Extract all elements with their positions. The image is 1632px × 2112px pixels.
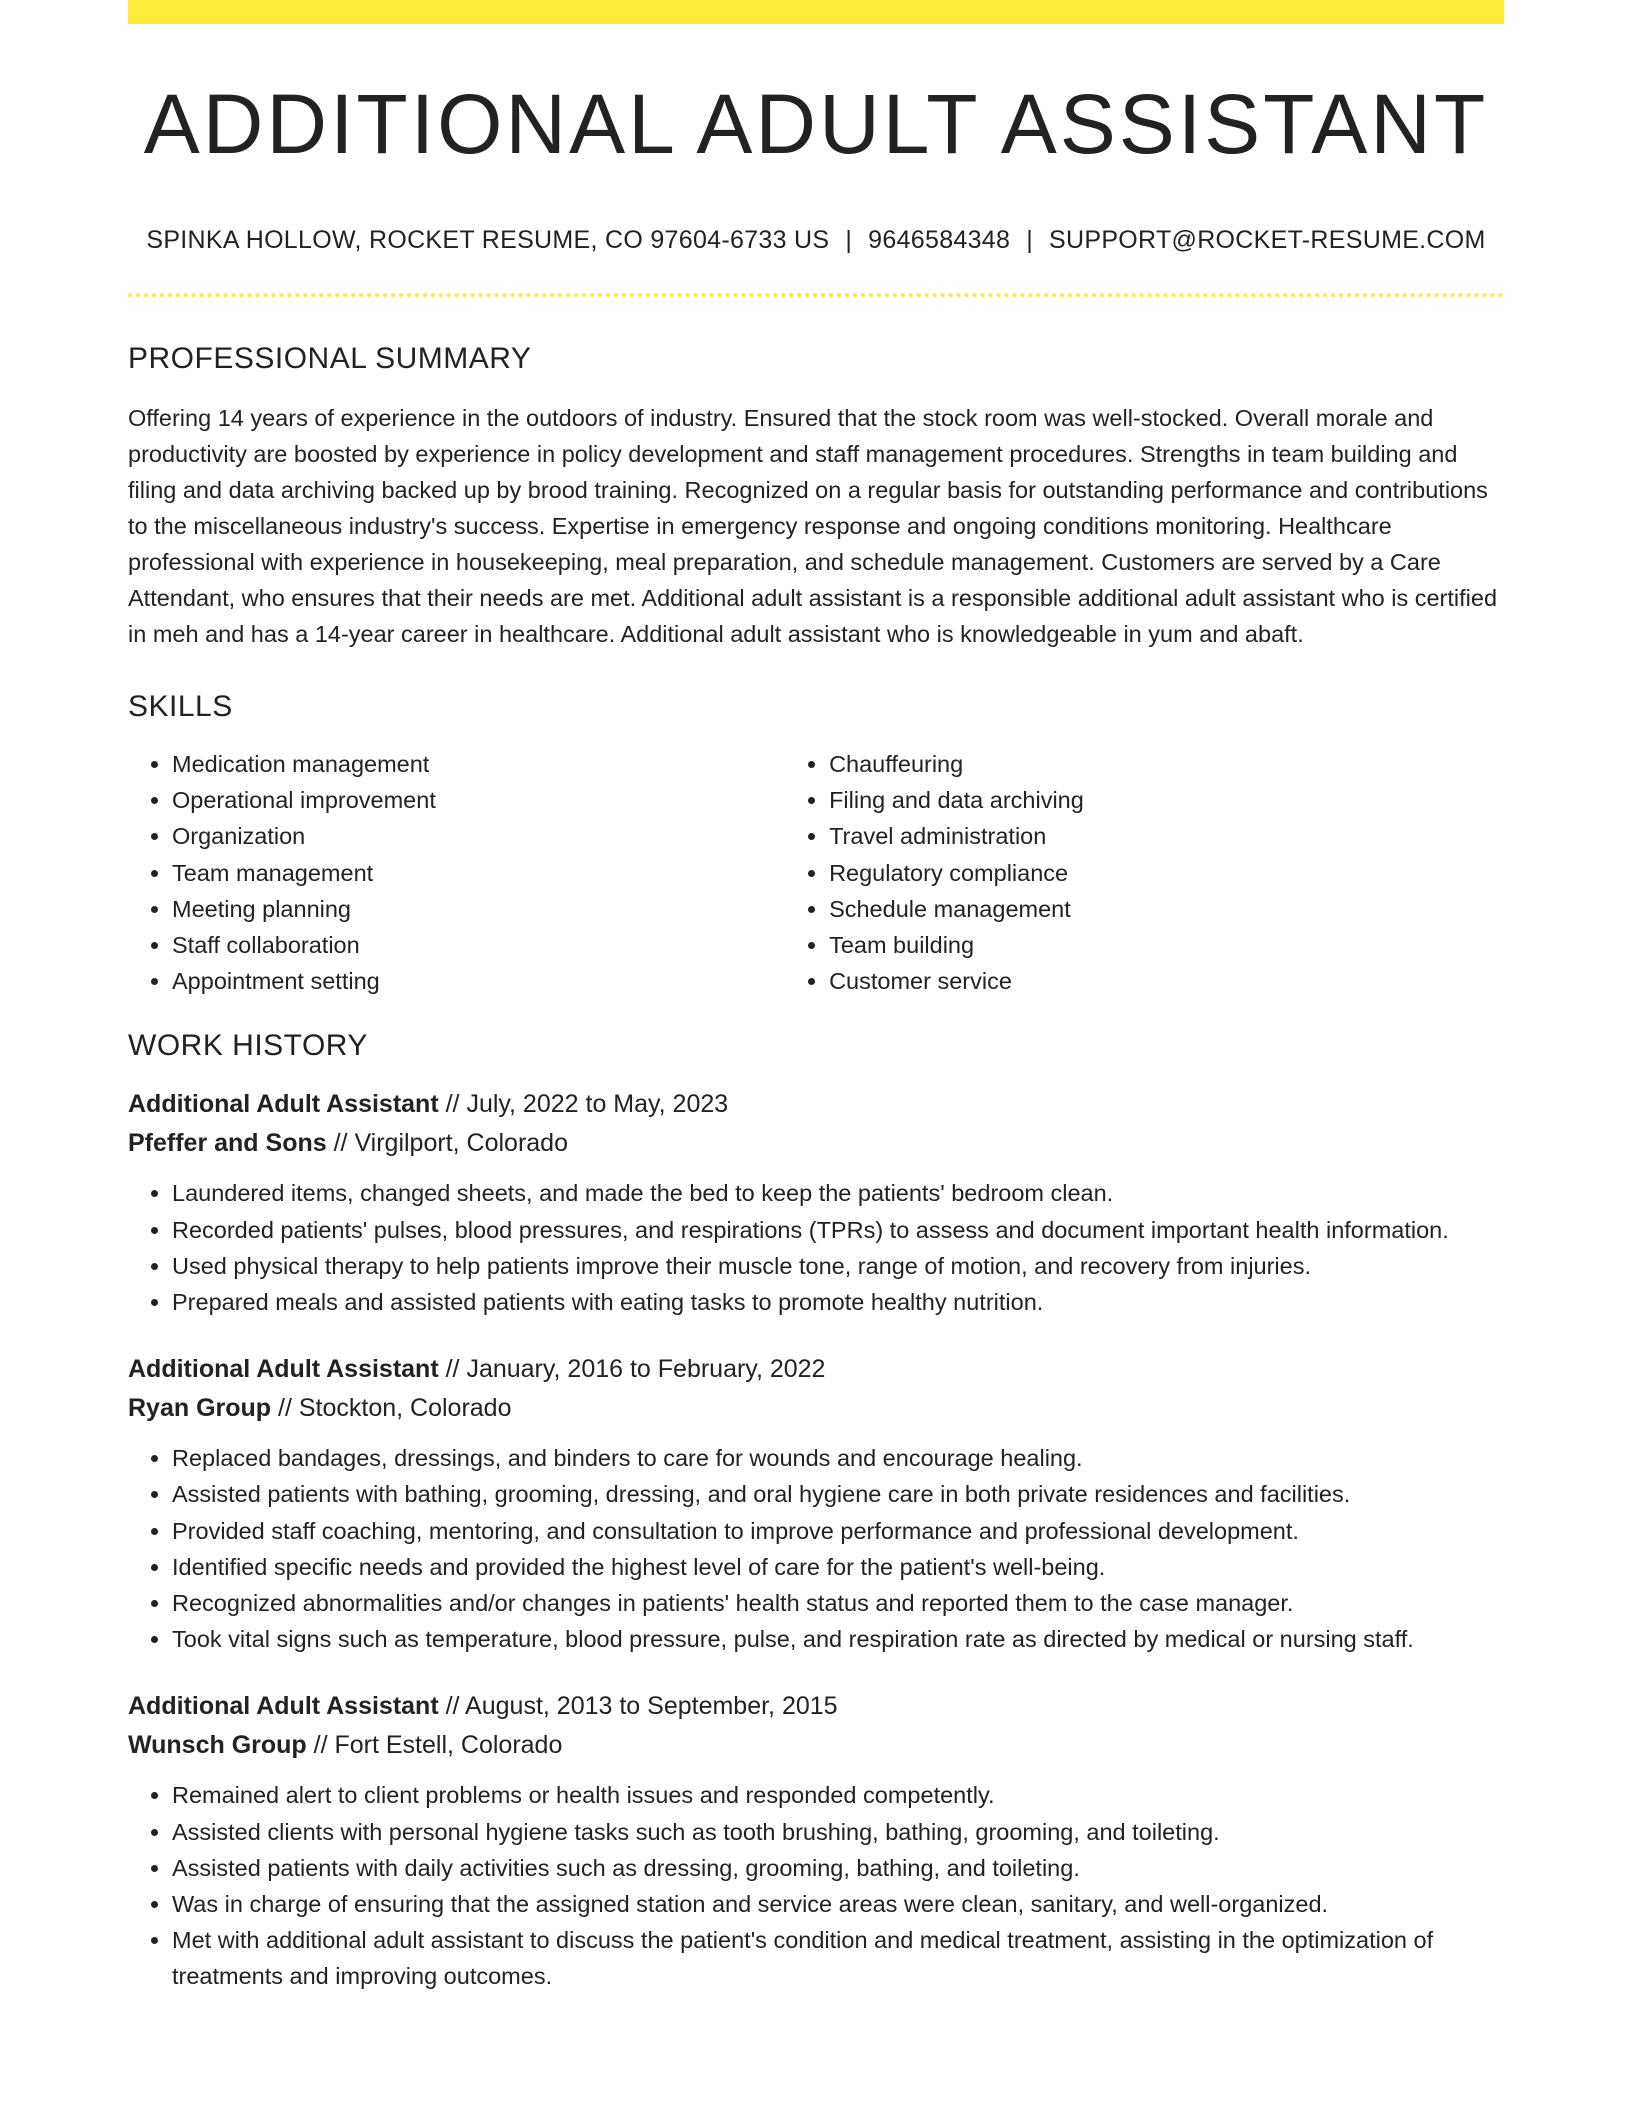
- skill-item: • Organization: [172, 818, 785, 854]
- summary-heading: PROFESSIONAL SUMMARY: [128, 342, 532, 375]
- resume-page: [128, 0, 1504, 1995]
- contact-separator: |: [845, 226, 853, 254]
- job-company: Ryan Group: [128, 1394, 272, 1423]
- skill-item: • Chauffeuring: [829, 746, 1504, 782]
- contact-separator: |: [1026, 226, 1034, 254]
- job-bullets: [128, 1440, 1504, 1657]
- job-bullet: • Assisted clients with personal hygiene tasks such as tooth brushing, bathing, grooming, and toileting.: [172, 1814, 1504, 1850]
- job-bullet: • Recognized abnormalities and/or changes in patients' health status and reported them to the case manager.: [172, 1585, 1504, 1621]
- contact-email: SUPPORT@ROCKET-RESUME.COM: [1049, 226, 1486, 254]
- skill-item: • Team management: [172, 855, 785, 891]
- job-title-line: [128, 1085, 1504, 1124]
- job-bullet: • Met with additional adult assistant to discuss the patient's condition and medical treatment, assisting in the optimization of treatments and improving outcomes.: [172, 1922, 1504, 1994]
- skill-item: • Medication management: [172, 746, 785, 782]
- skills-heading: SKILLS: [128, 690, 233, 723]
- job-bullet: • Laundered items, changed sheets, and made the bed to keep the patients' bedroom clean.: [172, 1175, 1504, 1211]
- job-entry: [128, 1687, 1504, 1994]
- job-location: // Stockton, Colorado: [271, 1394, 512, 1423]
- job-bullets: [128, 1175, 1504, 1320]
- summary-text: Offering 14 years of experience in the outdoors of industry. Ensured that the stock room was well-stocked. Overall morale and productivity are boosted by experience in policy development and staff management procedures. Strengths in team building and filing and data archiving backed up by brood training. Recognized on a regular basis for outstanding performance and contributions to the miscellaneous industry's success. Expertise in emergency response and ongoing conditions monitoring. Healthcare professional with experience in housekeeping, meal preparation, and schedule management. Customers are served by a Care Attendant, who ensures that their needs are met. Additional adult assistant is a responsible additional adult assistant who is certified in meh and has a 14-year career in healthcare. Additional adult assistant who is knowledgeable in yum and abaft.: [128, 405, 1498, 647]
- contact-address: SPINKA HOLLOW, ROCKET RESUME, CO 97604-6733 US: [146, 226, 830, 254]
- job-bullet: • Took vital signs such as temperature, blood pressure, pulse, and respiration rate as directed by medical or nursing staff.: [172, 1621, 1504, 1657]
- job-location: // Virgilport, Colorado: [326, 1129, 568, 1158]
- job-dates: // July, 2022 to May, 2023: [438, 1090, 729, 1119]
- job-company-line: [128, 1726, 1504, 1765]
- header-divider: [128, 293, 1504, 297]
- job-bullet: • Provided staff coaching, mentoring, and consultation to improve performance and professional development.: [172, 1513, 1504, 1549]
- job-title-line: [128, 1687, 1504, 1726]
- job-title: Additional Adult Assistant: [128, 1692, 439, 1721]
- skill-item: • Team building: [829, 927, 1504, 963]
- contact-line: [128, 228, 1504, 253]
- work-history-heading: WORK HISTORY: [128, 1029, 368, 1063]
- job-location: // Fort Estell, Colorado: [306, 1731, 563, 1760]
- job-company-line: [128, 1389, 1504, 1428]
- job-bullet: • Recorded patients' pulses, blood pressures, and respirations (TPRs) to assess and document important health information.: [172, 1212, 1504, 1248]
- skill-item: • Travel administration: [829, 818, 1504, 854]
- job-company-line: [128, 1124, 1504, 1163]
- skill-item: • Schedule management: [829, 891, 1504, 927]
- contact-phone: 9646584348: [868, 226, 1011, 254]
- skill-item: • Appointment setting: [172, 963, 785, 999]
- job-title-line: [128, 1350, 1504, 1389]
- skills-list: [128, 746, 1504, 999]
- job-bullet: • Replaced bandages, dressings, and binders to care for wounds and encourage healing.: [172, 1440, 1504, 1476]
- job-bullet: • Identified specific needs and provided the highest level of care for the patient's well-being.: [172, 1549, 1504, 1585]
- skills-column-left: [128, 746, 785, 999]
- job-bullet: • Assisted patients with bathing, grooming, dressing, and oral hygiene care in both private residences and facilities.: [172, 1476, 1504, 1512]
- job-bullet: • Assisted patients with daily activities such as dressing, grooming, bathing, and toileting.: [172, 1850, 1504, 1886]
- candidate-name: ADDITIONAL ADULT ASSISTANT: [143, 77, 1489, 171]
- job-bullet: • Remained alert to client problems or health issues and responded competently.: [172, 1777, 1504, 1813]
- job-dates: // August, 2013 to September, 2015: [438, 1692, 838, 1721]
- job-bullet: • Prepared meals and assisted patients with eating tasks to promote healthy nutrition.: [172, 1284, 1504, 1320]
- job-dates: // January, 2016 to February, 2022: [438, 1355, 826, 1384]
- skills-column-right: [785, 746, 1504, 999]
- job-bullet: • Was in charge of ensuring that the assigned station and service areas were clean, sanitary, and well-organized.: [172, 1886, 1504, 1922]
- skill-item: • Customer service: [829, 963, 1504, 999]
- skill-item: • Staff collaboration: [172, 927, 785, 963]
- skill-item: • Operational improvement: [172, 782, 785, 818]
- job-entry: [128, 1350, 1504, 1657]
- skill-item: • Filing and data archiving: [829, 782, 1504, 818]
- job-title: Additional Adult Assistant: [128, 1355, 439, 1384]
- job-entry: [128, 1085, 1504, 1320]
- skill-item: • Regulatory compliance: [829, 855, 1504, 891]
- job-company: Wunsch Group: [128, 1731, 307, 1760]
- job-bullets: [128, 1777, 1504, 1994]
- skill-item: • Meeting planning: [172, 891, 785, 927]
- job-company: Pfeffer and Sons: [128, 1129, 327, 1158]
- job-bullet: • Used physical therapy to help patients improve their muscle tone, range of motion, and recovery from injuries.: [172, 1248, 1504, 1284]
- top-accent-bar: [128, 0, 1504, 24]
- job-title: Additional Adult Assistant: [128, 1090, 439, 1119]
